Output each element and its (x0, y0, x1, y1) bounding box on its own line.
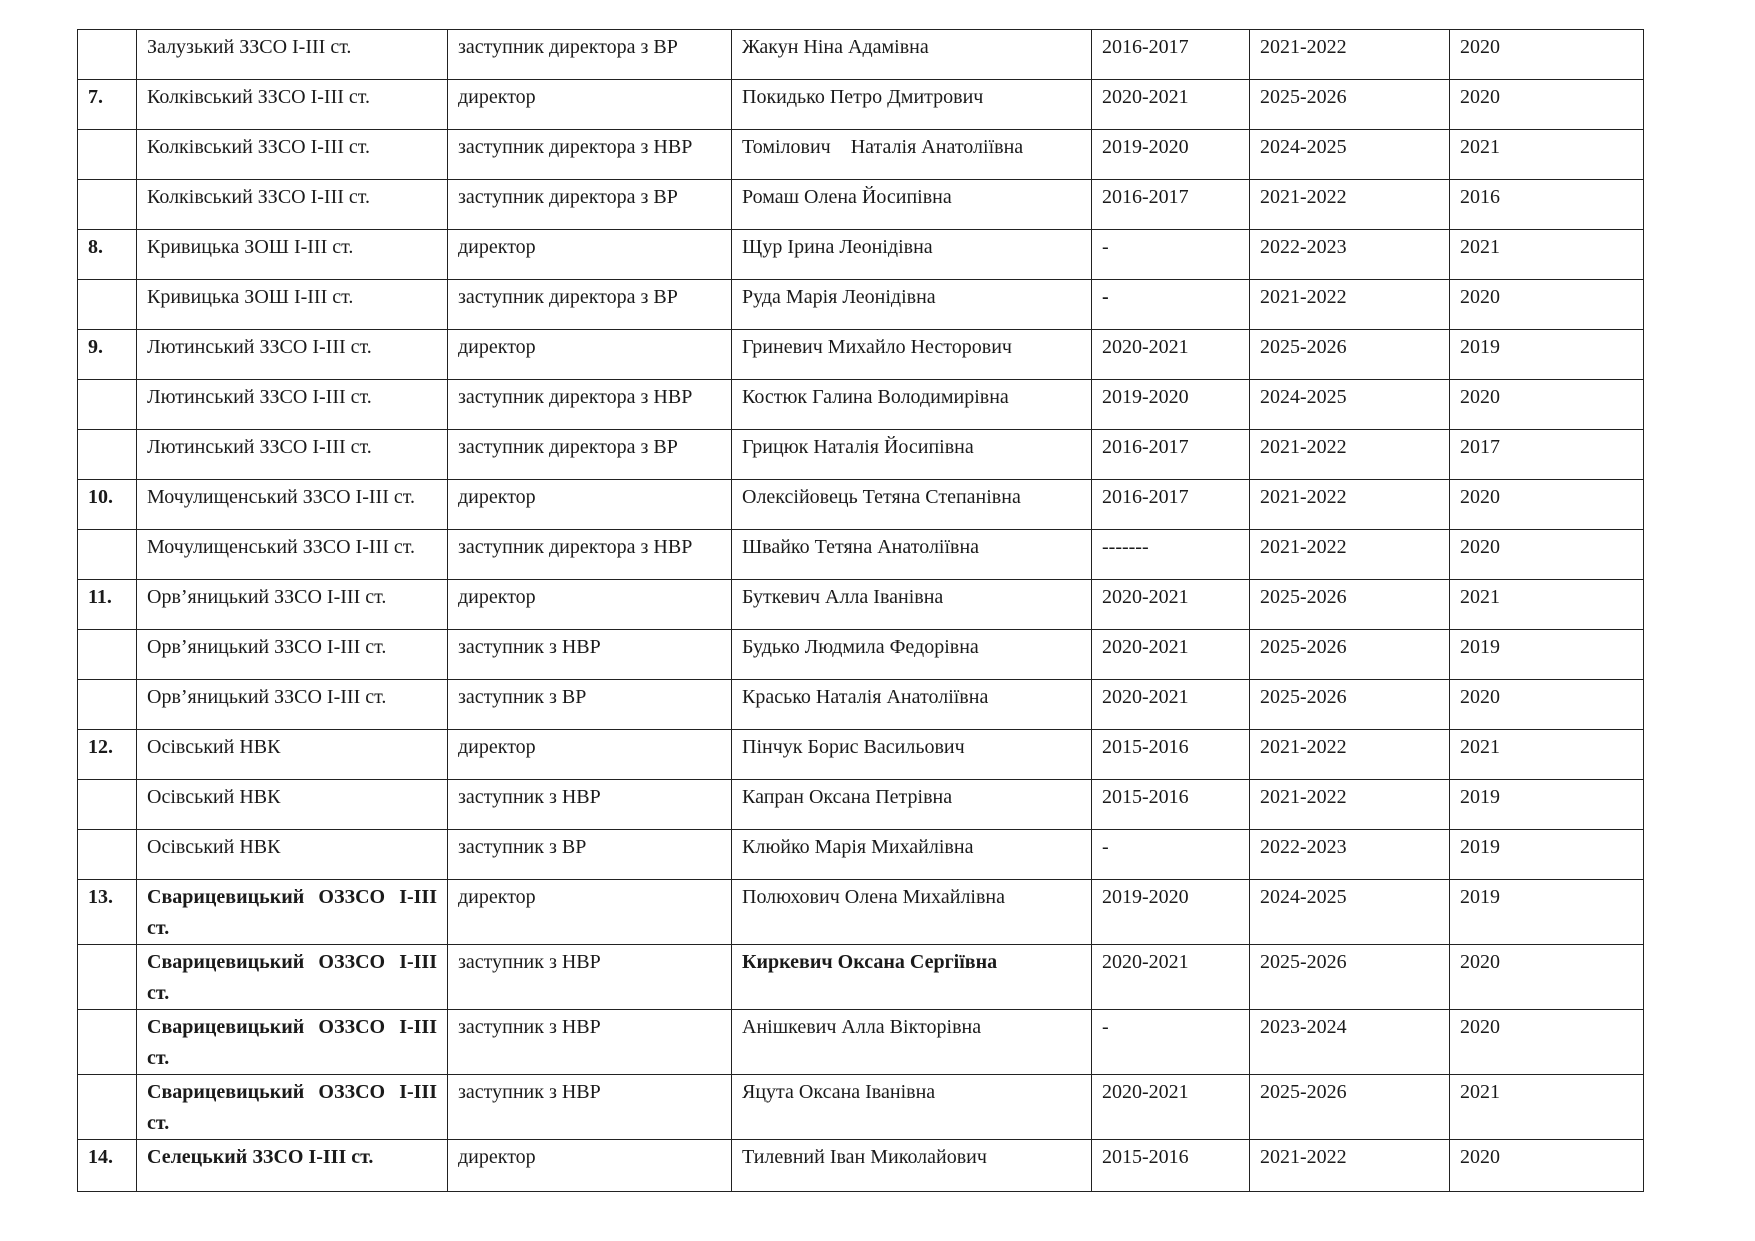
position-cell: заступник з НВР (448, 1075, 732, 1140)
row-number (78, 680, 137, 730)
table-row (78, 830, 1644, 880)
school-cell: Осівський НВК (137, 780, 448, 830)
school-cell: Мочулищенський ЗЗСО І-ІІІ ст. (137, 530, 448, 580)
prev-attestation-cell: - (1092, 830, 1250, 880)
table-row (78, 280, 1644, 330)
next-attestation-cell: 2021-2022 (1250, 280, 1450, 330)
course-year-cell: 2020 (1450, 480, 1644, 530)
row-number: 13. (78, 880, 137, 945)
table-row (78, 30, 1644, 80)
table-row (78, 630, 1644, 680)
position-cell: заступник з НВР (448, 630, 732, 680)
table-row (78, 130, 1644, 180)
position-cell: заступник з ВР (448, 830, 732, 880)
position-cell: заступник з НВР (448, 945, 732, 1010)
name-cell: Полюхович Олена Михайлівна (732, 880, 1092, 945)
school-cell: Осівський НВК (137, 830, 448, 880)
position-cell: заступник з ВР (448, 680, 732, 730)
table-row (78, 80, 1644, 130)
position-cell: директор (448, 230, 732, 280)
name-cell: Жакун Ніна Адамівна (732, 30, 1092, 80)
table-row (78, 680, 1644, 730)
table-row (78, 380, 1644, 430)
school-cell: Лютинський ЗЗСО І-ІІІ ст. (137, 430, 448, 480)
school-cell: Лютинський ЗЗСО І-ІІІ ст. (137, 380, 448, 430)
next-attestation-cell: 2025-2026 (1250, 80, 1450, 130)
row-number (78, 180, 137, 230)
course-year-cell: 2019 (1450, 330, 1644, 380)
school-cell: Мочулищенський ЗЗСО І-ІІІ ст. (137, 480, 448, 530)
position-cell: заступник директора з НВР (448, 530, 732, 580)
next-attestation-cell: 2022-2023 (1250, 230, 1450, 280)
name-cell: Анішкевич Алла Вікторівна (732, 1010, 1092, 1075)
position-cell: директор (448, 580, 732, 630)
course-year-cell: 2019 (1450, 780, 1644, 830)
row-number: 8. (78, 230, 137, 280)
next-attestation-cell: 2025-2026 (1250, 680, 1450, 730)
table-row (78, 230, 1644, 280)
name-cell: Олексійовець Тетяна Степанівна (732, 480, 1092, 530)
course-year-cell: 2021 (1450, 730, 1644, 780)
next-attestation-cell: 2023-2024 (1250, 1010, 1450, 1075)
position-cell: заступник директора з ВР (448, 180, 732, 230)
row-number: 14. (78, 1140, 137, 1192)
prev-attestation-cell: - (1092, 1010, 1250, 1075)
position-cell: директор (448, 880, 732, 945)
name-cell: Буткевич Алла Іванівна (732, 580, 1092, 630)
name-cell: Грицюк Наталія Йосипівна (732, 430, 1092, 480)
next-attestation-cell: 2025-2026 (1250, 1075, 1450, 1140)
position-cell: директор (448, 80, 732, 130)
name-cell: Костюк Галина Володимирівна (732, 380, 1092, 430)
course-year-cell: 2020 (1450, 1140, 1644, 1192)
prev-attestation-cell: 2020-2021 (1092, 580, 1250, 630)
name-cell: Ромаш Олена Йосипівна (732, 180, 1092, 230)
school-cell: Колківський ЗЗСО І-ІІІ ст. (137, 130, 448, 180)
table-row (78, 580, 1644, 630)
name-cell: Руда Марія Леонідівна (732, 280, 1092, 330)
school-cell: Кривицька ЗОШ І-ІІІ ст. (137, 280, 448, 330)
course-year-cell: 2020 (1450, 380, 1644, 430)
name-cell: Томілович Наталія Анатоліївна (732, 130, 1092, 180)
next-attestation-cell: 2025-2026 (1250, 630, 1450, 680)
next-attestation-cell: 2021-2022 (1250, 180, 1450, 230)
prev-attestation-cell: 2020-2021 (1092, 945, 1250, 1010)
position-cell: заступник з НВР (448, 1010, 732, 1075)
course-year-cell: 2020 (1450, 80, 1644, 130)
course-year-cell: 2020 (1450, 945, 1644, 1010)
course-year-cell: 2020 (1450, 280, 1644, 330)
row-number (78, 1010, 137, 1075)
prev-attestation-cell: 2019-2020 (1092, 130, 1250, 180)
course-year-cell: 2016 (1450, 180, 1644, 230)
prev-attestation-cell: 2016-2017 (1092, 480, 1250, 530)
position-cell: заступник директора з ВР (448, 30, 732, 80)
position-cell: директор (448, 730, 732, 780)
course-year-cell: 2017 (1450, 430, 1644, 480)
name-cell: Щур Ірина Леонідівна (732, 230, 1092, 280)
next-attestation-cell: 2024-2025 (1250, 880, 1450, 945)
next-attestation-cell: 2024-2025 (1250, 380, 1450, 430)
school-cell: Орв’яницький ЗЗСО І-ІІІ ст. (137, 580, 448, 630)
row-number (78, 30, 137, 80)
table-row (78, 530, 1644, 580)
row-number (78, 130, 137, 180)
course-year-cell: 2020 (1450, 680, 1644, 730)
course-year-cell: 2020 (1450, 30, 1644, 80)
school-cell: Сварицевицький ОЗЗСО І-ІІІ ст. (137, 1075, 448, 1140)
row-number (78, 1075, 137, 1140)
prev-attestation-cell: 2016-2017 (1092, 30, 1250, 80)
next-attestation-cell: 2024-2025 (1250, 130, 1450, 180)
school-cell: Орв’яницький ЗЗСО І-ІІІ ст. (137, 630, 448, 680)
position-cell: заступник директора з НВР (448, 380, 732, 430)
prev-attestation-cell: 2020-2021 (1092, 330, 1250, 380)
prev-attestation-cell: 2020-2021 (1092, 80, 1250, 130)
table-row (78, 1010, 1644, 1075)
name-cell: Красько Наталія Анатоліївна (732, 680, 1092, 730)
name-cell: Пінчук Борис Васильович (732, 730, 1092, 780)
next-attestation-cell: 2025-2026 (1250, 580, 1450, 630)
position-cell: директор (448, 330, 732, 380)
table-row (78, 1140, 1644, 1192)
row-number (78, 530, 137, 580)
course-year-cell: 2019 (1450, 830, 1644, 880)
prev-attestation-cell: 2020-2021 (1092, 1075, 1250, 1140)
table-row (78, 480, 1644, 530)
name-cell: Швайко Тетяна Анатоліївна (732, 530, 1092, 580)
prev-attestation-cell: 2020-2021 (1092, 630, 1250, 680)
prev-attestation-cell: 2016-2017 (1092, 430, 1250, 480)
school-cell: Сварицевицький ОЗЗСО І-ІІІ ст. (137, 945, 448, 1010)
next-attestation-cell: 2021-2022 (1250, 30, 1450, 80)
next-attestation-cell: 2021-2022 (1250, 480, 1450, 530)
next-attestation-cell: 2021-2022 (1250, 1140, 1450, 1192)
table-row (78, 330, 1644, 380)
next-attestation-cell: 2025-2026 (1250, 330, 1450, 380)
position-cell: заступник директора з ВР (448, 430, 732, 480)
row-number (78, 780, 137, 830)
staff-table (77, 29, 1644, 1192)
next-attestation-cell: 2021-2022 (1250, 530, 1450, 580)
prev-attestation-cell: 2015-2016 (1092, 780, 1250, 830)
position-cell: заступник директора з НВР (448, 130, 732, 180)
position-cell: заступник директора з ВР (448, 280, 732, 330)
row-number: 7. (78, 80, 137, 130)
row-number (78, 830, 137, 880)
course-year-cell: 2019 (1450, 630, 1644, 680)
row-number (78, 280, 137, 330)
course-year-cell: 2021 (1450, 1075, 1644, 1140)
school-cell: Колківський ЗЗСО І-ІІІ ст. (137, 80, 448, 130)
prev-attestation-cell: 2015-2016 (1092, 1140, 1250, 1192)
prev-attestation-cell: 2015-2016 (1092, 730, 1250, 780)
school-cell: Орв’яницький ЗЗСО І-ІІІ ст. (137, 680, 448, 730)
name-cell: Капран Оксана Петрівна (732, 780, 1092, 830)
next-attestation-cell: 2021-2022 (1250, 430, 1450, 480)
next-attestation-cell: 2022-2023 (1250, 830, 1450, 880)
school-cell: Лютинський ЗЗСО І-ІІІ ст. (137, 330, 448, 380)
prev-attestation-cell: - (1092, 230, 1250, 280)
name-cell: Покидько Петро Дмитрович (732, 80, 1092, 130)
position-cell: заступник з НВР (448, 780, 732, 830)
school-cell: Сварицевицький ОЗЗСО І-ІІІ ст. (137, 1010, 448, 1075)
name-cell: Яцута Оксана Іванівна (732, 1075, 1092, 1140)
course-year-cell: 2021 (1450, 130, 1644, 180)
prev-attestation-cell: ------- (1092, 530, 1250, 580)
course-year-cell: 2021 (1450, 230, 1644, 280)
school-cell: Сварицевицький ОЗЗСО І-ІІІ ст. (137, 880, 448, 945)
name-cell: Клюйко Марія Михайлівна (732, 830, 1092, 880)
name-cell: Будько Людмила Федорівна (732, 630, 1092, 680)
school-cell: Залузький ЗЗСО І-ІІІ ст. (137, 30, 448, 80)
prev-attestation-cell: - (1092, 280, 1250, 330)
prev-attestation-cell: 2020-2021 (1092, 680, 1250, 730)
row-number (78, 380, 137, 430)
row-number: 10. (78, 480, 137, 530)
prev-attestation-cell: 2016-2017 (1092, 180, 1250, 230)
course-year-cell: 2020 (1450, 1010, 1644, 1075)
next-attestation-cell: 2021-2022 (1250, 780, 1450, 830)
name-cell: Гриневич Михайло Несторович (732, 330, 1092, 380)
next-attestation-cell: 2021-2022 (1250, 730, 1450, 780)
table-row (78, 880, 1644, 945)
row-number (78, 945, 137, 1010)
school-cell: Осівський НВК (137, 730, 448, 780)
school-cell: Селецький ЗЗСО І-ІІІ ст. (137, 1140, 448, 1192)
course-year-cell: 2019 (1450, 880, 1644, 945)
row-number: 9. (78, 330, 137, 380)
school-cell: Кривицька ЗОШ І-ІІІ ст. (137, 230, 448, 280)
table-row (78, 1075, 1644, 1140)
row-number (78, 430, 137, 480)
name-cell: Тилевний Іван Миколайович (732, 1140, 1092, 1192)
row-number (78, 630, 137, 680)
position-cell: директор (448, 1140, 732, 1192)
school-cell: Колківський ЗЗСО І-ІІІ ст. (137, 180, 448, 230)
row-number: 12. (78, 730, 137, 780)
course-year-cell: 2021 (1450, 580, 1644, 630)
next-attestation-cell: 2025-2026 (1250, 945, 1450, 1010)
row-number: 11. (78, 580, 137, 630)
table-row (78, 730, 1644, 780)
name-cell: Киркевич Оксана Сергіївна (732, 945, 1092, 1010)
table-row (78, 945, 1644, 1010)
prev-attestation-cell: 2019-2020 (1092, 880, 1250, 945)
course-year-cell: 2020 (1450, 530, 1644, 580)
position-cell: директор (448, 480, 732, 530)
prev-attestation-cell: 2019-2020 (1092, 380, 1250, 430)
table-row (78, 780, 1644, 830)
table-row (78, 430, 1644, 480)
table-row (78, 180, 1644, 230)
